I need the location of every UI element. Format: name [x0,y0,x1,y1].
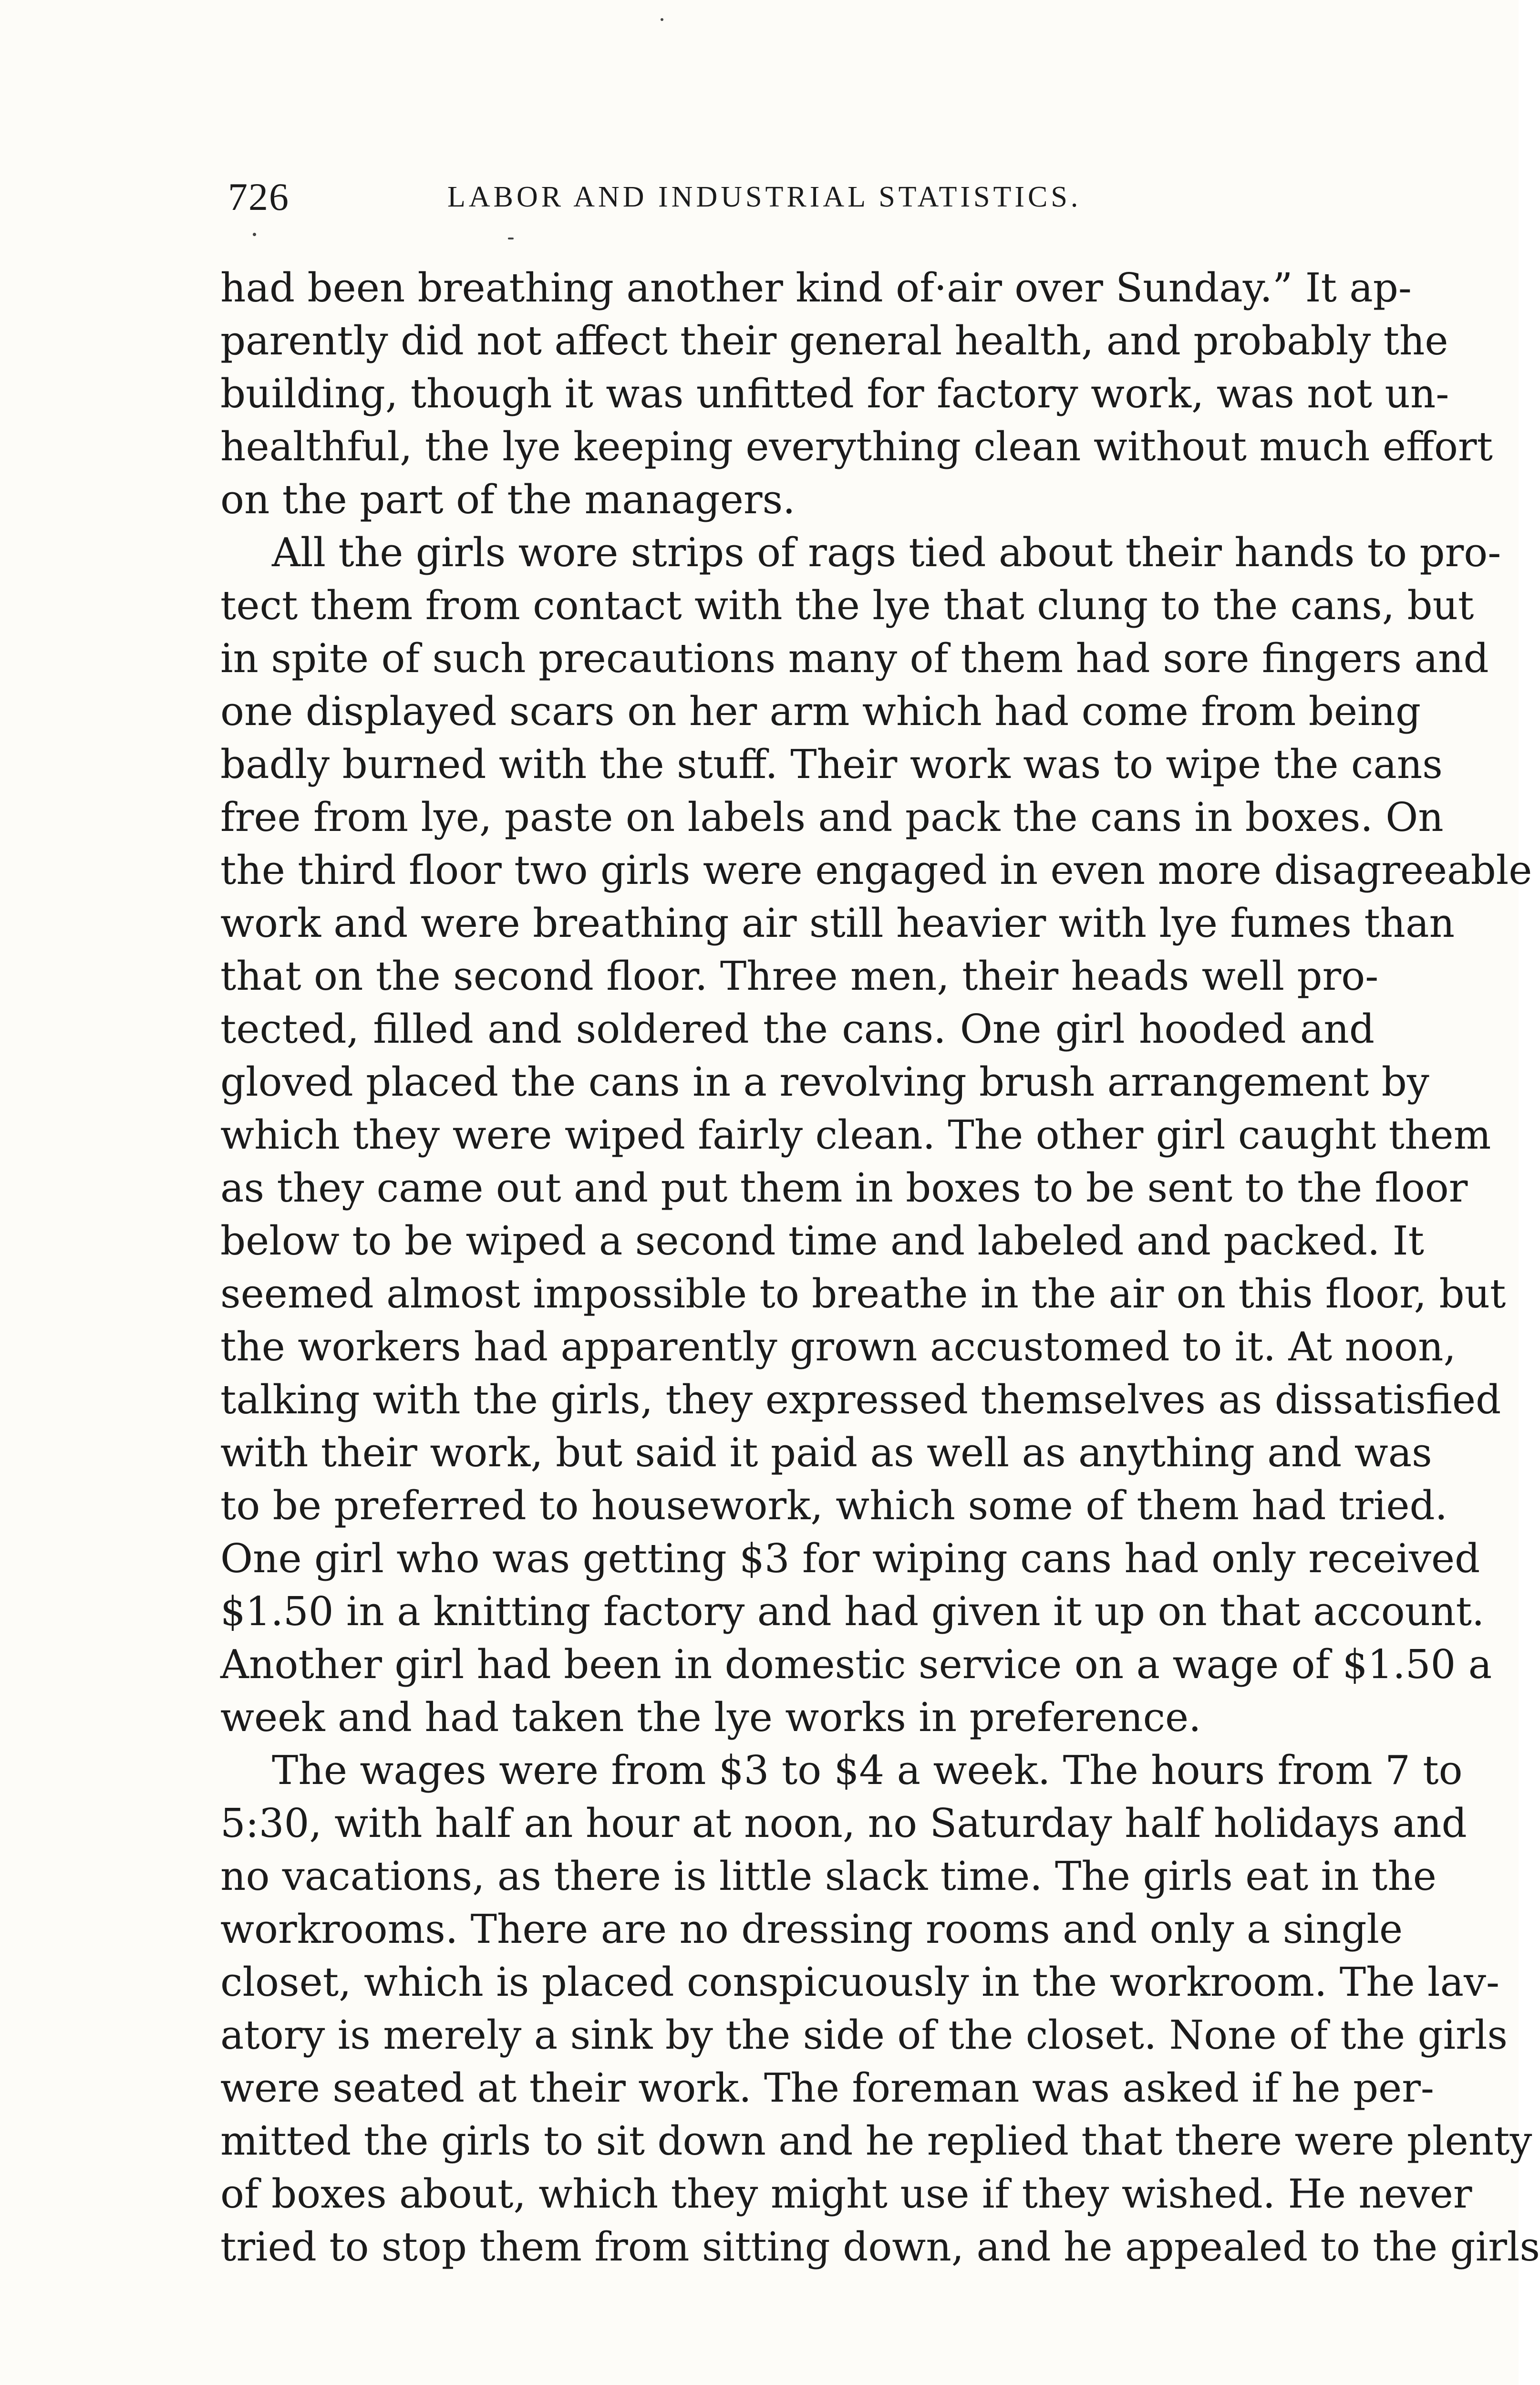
page-header [228,171,1234,223]
text-line: to be preferred to housework, which some of them had tried. [220,1483,1448,1529]
text-line: work and were breathing air still heavier with lye fumes than [220,900,1455,946]
text-line: building, though it was unfitted for factory work, was not un- [220,371,1449,417]
text-line: free from lye, paste on labels and pack the cans in boxes. On [220,794,1444,840]
text-line: talking with the girls, they expressed themselves as dissatisfied [220,1377,1501,1423]
text-line: gloved placed the cans in a revolving brush arrangement by [220,1059,1429,1105]
text-line: of boxes about, which they might use if they wished. He never [220,2171,1472,2217]
ink-speck [661,18,663,21]
text-line: the workers had apparently grown accustomed to it. At noon, [220,1324,1456,1370]
text-line: All the girls wore strips of rags tied about their hands to pro- [272,529,1501,576]
text-line: 5:30, with half an hour at noon, no Saturday half holidays and [220,1800,1467,1846]
text-line: the third floor two girls were engaged in even more disagreeable [220,847,1532,893]
running-title: LABOR AND INDUSTRIAL STATISTICS. [447,181,1082,213]
page-number: 726 [228,175,289,218]
text-line: tected, filled and soldered the cans. One girl hooded and [220,1006,1375,1052]
text-line: parently did not affect their general health, and probably the [220,318,1448,364]
text-line: no vacations, as there is little slack time. The girls eat in the [220,1853,1437,1899]
text-line: week and had taken the lye works in preference. [220,1694,1201,1741]
text-line: One girl who was getting $3 for wiping cans had only received [220,1535,1480,1582]
text-line: workrooms. There are no dressing rooms and only a single [220,1906,1403,1952]
text-line: in spite of such precautions many of them had sore fingers and [220,635,1489,682]
text-line: tried to stop them from sitting down, and he appealed to the girls [220,2224,1540,2270]
text-line: as they came out and put them in boxes to be sent to the floor [220,1165,1468,1211]
text-line: on the part of the managers. [220,477,796,523]
paragraph [220,526,1532,1744]
text-line: $1.50 in a knitting factory and had given it up on that account. [220,1588,1485,1635]
text-line: healthful, the lye keeping everything clean without much effort [220,424,1493,470]
text-line: had been breathing another kind of·air over Sunday.” It ap- [220,265,1412,311]
text-line: mitted the girls to sit down and he replied that there were plenty [220,2118,1532,2164]
text-line: seemed almost impossible to breathe in the air on this floor, but [220,1271,1506,1317]
paragraph [220,1744,1540,2273]
body-text [220,261,1540,2273]
text-line: were seated at their work. The foreman was asked if he per- [220,2065,1434,2111]
text-line: which they were wiped fairly clean. The other girl caught them [220,1112,1491,1158]
text-line: closet, which is placed conspicuously in the workroom. The lav- [220,1959,1500,2005]
text-line: Another girl had been in domestic service on a wage of $1.50 a [220,1641,1492,1688]
text-line: below to be wiped a second time and labeled and packed. It [220,1218,1424,1264]
text-line: The wages were from $3 to $4 a week. The hours from 7 to [272,1747,1463,1794]
text-line: tect them from contact with the lye that clung to the cans, but [220,582,1474,629]
text-line: atory is merely a sink by the side of the closet. None of the girls [220,2012,1508,2058]
text-line: badly burned with the stuff. Their work was to wipe the cans [220,741,1443,788]
text-line: that on the second floor. Three men, their heads well pro- [220,953,1379,999]
text-line: with their work, but said it paid as well as anything and was [220,1430,1432,1476]
ink-speck [253,233,256,236]
ink-speck [508,238,514,239]
text-line: one displayed scars on her arm which had come from being [220,688,1421,735]
paragraph [220,261,1493,526]
